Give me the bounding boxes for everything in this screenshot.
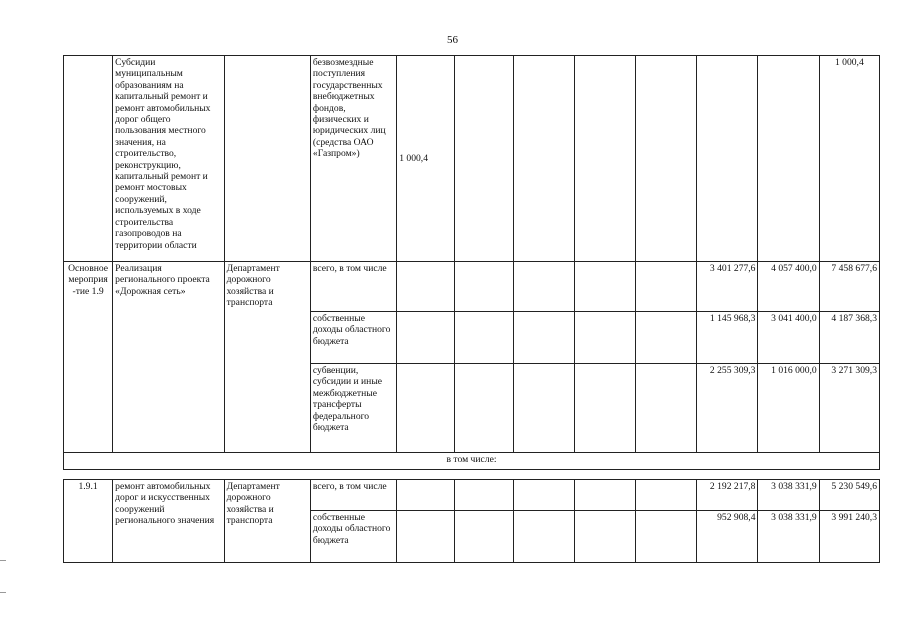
amount-cell: [697, 56, 758, 262]
amount-cell: [636, 364, 697, 453]
total-cell: 7 458 677,6: [819, 262, 879, 312]
amount-cell: [513, 56, 574, 262]
executor-cell: Департамент дорожного хозяйства и транспорта: [224, 262, 310, 453]
amount-cell: 1 016 000,0: [758, 364, 819, 453]
amount-cell: 1 145 968,3: [697, 312, 758, 364]
amount-cell: 4 057 400,0: [758, 262, 819, 312]
amount-cell: 1 000,4: [397, 56, 455, 262]
amount-cell: [455, 511, 513, 563]
table-row: [64, 453, 880, 470]
amount-cell: [574, 312, 635, 364]
amount-cell: [455, 480, 513, 511]
spacer-cell: [64, 470, 880, 480]
funding-source-cell: субвенции, субсидии и иные межбюджетные трансферты федерального бюджета: [310, 364, 396, 453]
amount-cell: [574, 56, 635, 262]
subtotal-caption: в том числе:: [64, 453, 880, 470]
amount-cell: [636, 262, 697, 312]
funding-source-cell: всего, в том числе: [310, 480, 396, 511]
amount-cell: [455, 312, 513, 364]
amount-cell: [455, 364, 513, 453]
amount-cell: 952 908,4: [697, 511, 758, 563]
amount-cell: [636, 56, 697, 262]
amount-cell: [513, 312, 574, 364]
table-spacer: [64, 470, 880, 480]
amount-cell: [397, 262, 455, 312]
measure-name-cell: Субсидии муниципальным образованиям на капитальный ремонт и ремонт автомобильных дорог общего пользования местного значения, на строительство, реконструкцию, капитальный ремонт и ремонт мостовых сооружений, используемых в ходе строительства газопроводов на территории области: [113, 56, 224, 262]
executor-cell: Департамент дорожного хозяйства и транспорта: [224, 480, 310, 563]
code-cell: Основное мероприя -тие 1.9: [64, 262, 113, 453]
amount-cell: [636, 480, 697, 511]
amount-cell: [574, 511, 635, 563]
page-number: 56: [447, 34, 458, 46]
amount-cell: [513, 480, 574, 511]
table-row: [64, 480, 880, 511]
code-cell: [64, 56, 113, 262]
amount-cell: [574, 480, 635, 511]
amount-cell: 3 038 331,9: [758, 511, 819, 563]
table-row: [64, 56, 880, 262]
funding-source-cell: собственные доходы областного бюджета: [310, 312, 396, 364]
amount-cell: 3 401 277,6: [697, 262, 758, 312]
scan-edge-mark: [0, 560, 6, 561]
amount-cell: [758, 56, 819, 262]
funding-source-cell: безвозмездные поступления государственных внебюджетных фондов, физических и юридических лиц (средства ОАО «Газпром»): [310, 56, 396, 262]
amount-cell: [397, 364, 455, 453]
amount-cell: [397, 511, 455, 563]
amount-cell: [636, 312, 697, 364]
funding-source-cell: собственные доходы областного бюджета: [310, 511, 396, 563]
total-cell: 3 271 309,3: [819, 364, 879, 453]
amount-cell: [513, 364, 574, 453]
executor-cell: [224, 56, 310, 262]
measure-name-cell: Реализация регионального проекта «Дорожная сеть»: [113, 262, 224, 453]
amount-cell: [455, 262, 513, 312]
budget-table: [63, 55, 880, 563]
amount-cell: 3 038 331,9: [758, 480, 819, 511]
amount-cell: [513, 511, 574, 563]
amount-cell: [397, 480, 455, 511]
amount-cell: [455, 56, 513, 262]
table-row: [64, 262, 880, 312]
amount-cell: [513, 262, 574, 312]
total-cell: 4 187 368,3: [819, 312, 879, 364]
total-cell: 5 230 549,6: [819, 480, 879, 511]
total-cell: 1 000,4: [819, 56, 879, 262]
amount-cell: 2 255 309,3: [697, 364, 758, 453]
code-cell: 1.9.1: [64, 480, 113, 563]
measure-name-cell: ремонт автомобильных дорог и искусственных сооружений регионального значения: [113, 480, 224, 563]
amount-cell: [397, 312, 455, 364]
amount-cell: 2 192 217,8: [697, 480, 758, 511]
funding-source-cell: всего, в том числе: [310, 262, 396, 312]
amount-cell: [574, 262, 635, 312]
amount-cell: [636, 511, 697, 563]
amount-cell: [574, 364, 635, 453]
scan-edge-mark: [0, 592, 6, 593]
amount-cell: 3 041 400,0: [758, 312, 819, 364]
total-cell: 3 991 240,3: [819, 511, 879, 563]
